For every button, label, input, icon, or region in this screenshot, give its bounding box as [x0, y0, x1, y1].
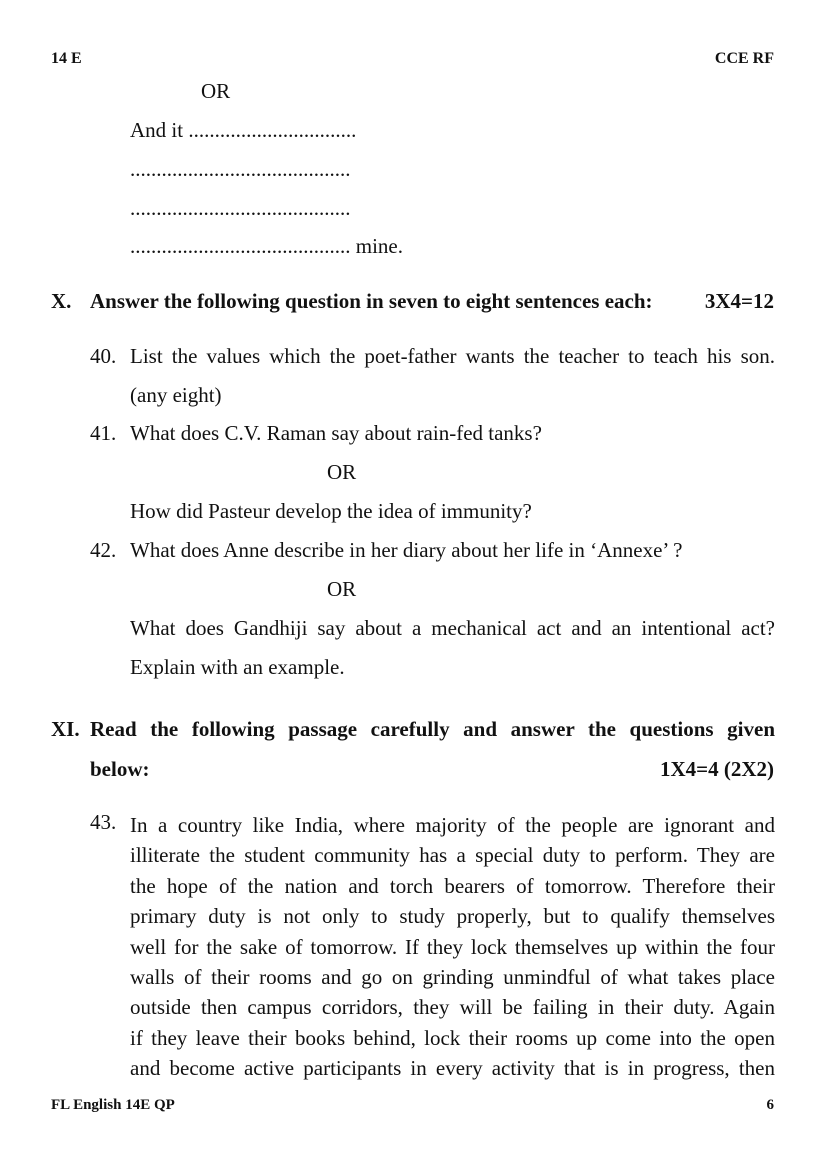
question-41-alt: How did Pasteur develop the idea of immunity?: [130, 499, 532, 523]
blank-line-2: ..........................................: [130, 157, 351, 181]
section-x-roman: X.: [51, 289, 72, 313]
question-41-number: 41.: [90, 421, 117, 445]
question-42-text: What does Anne describe in her diary about her life in ‘Annexe’ ?: [130, 538, 683, 562]
passage-line: In a country like India, where majority of the people are ignorant and: [130, 813, 775, 837]
question-41-or: OR: [327, 460, 357, 484]
footer-paper-code: FL English 14E QP: [51, 1097, 175, 1113]
question-42-alt1: What does Gandhiji say about a mechanical act and an intentional act?: [130, 616, 775, 640]
question-41-text: What does C.V. Raman say about rain-fed tanks?: [130, 421, 542, 445]
passage-line: and become active participants in every activity that is in progress, then: [130, 1056, 775, 1081]
section-xi-heading-line2: below:: [90, 757, 150, 781]
section-xi-marks: 1X4=4 (2X2): [659, 757, 774, 781]
question-43-number: 43.: [90, 810, 117, 834]
section-xi-roman: XI.: [51, 717, 80, 741]
blank-line-3: ..........................................: [130, 196, 351, 220]
passage-line: if they leave their books behind, lock their rooms up come into the open: [130, 1025, 775, 1050]
page-number: 6: [766, 1097, 774, 1113]
blank-line-1: And it ................................: [130, 118, 357, 142]
question-40-text: List the values which the poet-father wants the teacher to teach his son.: [130, 344, 775, 368]
header-code: 14 E: [51, 50, 82, 67]
or-separator: OR: [201, 79, 231, 103]
passage-line: walls of their rooms and go on grinding unmindful of what takes place: [130, 965, 775, 990]
question-42-or: OR: [327, 577, 357, 601]
passage-line: outside then campus corridors, they will be failing in their duty. Again: [130, 995, 775, 1020]
question-40-number: 40.: [90, 344, 117, 368]
section-xi-heading-line1: Read the following passage carefully and answer the questions given: [90, 717, 775, 741]
blank-line-4: .......................................... mine.: [130, 234, 403, 258]
question-42-number: 42.: [90, 538, 117, 562]
passage-line: illiterate the student community has a special duty to perform. They are: [130, 843, 775, 868]
question-43-passage: [130, 810, 775, 1084]
passage-line: primary duty is not only to study properly, but to qualify themselves: [130, 904, 775, 929]
header-series: CCE RF: [714, 50, 774, 67]
passage-line: well for the sake of tomorrow. If they lock themselves up within the four: [130, 934, 775, 959]
question-42-alt2: Explain with an example.: [130, 655, 345, 679]
section-x-marks: 3X4=12: [704, 289, 774, 313]
question-40-sub: (any eight): [130, 383, 222, 407]
section-x-heading: Answer the following question in seven to eight sentences each:: [90, 289, 653, 313]
passage-line: the hope of the nation and torch bearers of tomorrow. Therefore their: [130, 873, 775, 898]
